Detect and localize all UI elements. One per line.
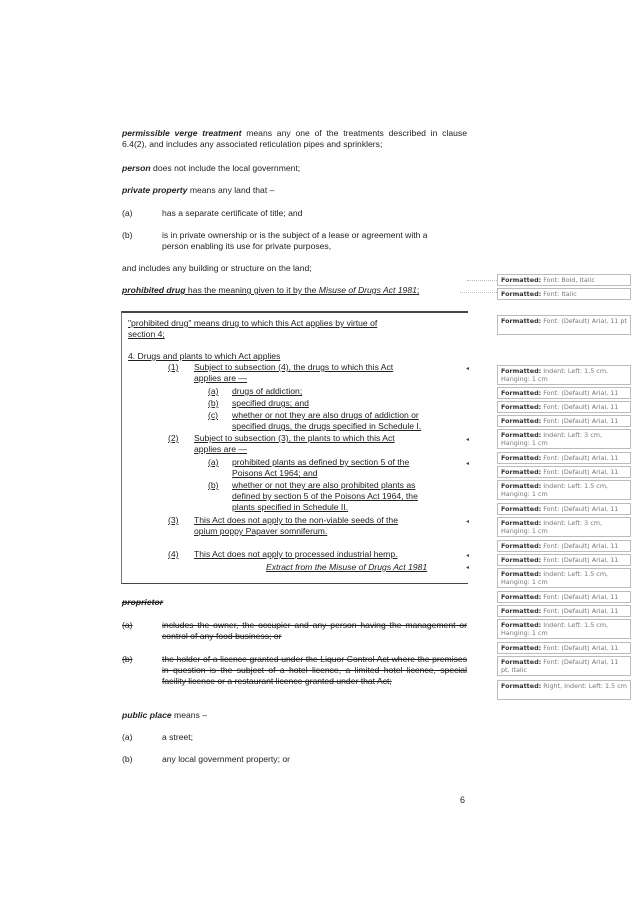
format-balloon[interactable] [497,415,631,427]
extract-text: section 4; [128,329,165,339]
format-balloon[interactable] [497,466,631,478]
balloon-text: Right, Indent: Left: 1.5 cm [541,682,627,690]
balloon-label: Formatted: [501,621,542,629]
item-text: prohibited plants as defined by section 5 of the [232,457,410,467]
item-text: whether or not they are also prohibited plants as [232,480,416,490]
balloon-text: Font: (Default) Arial, 11 [541,454,619,462]
balloon-label: Formatted: [501,505,542,513]
item-text: drugs of addiction; [232,386,303,396]
extract-heading: 4. Drugs and plants to which Act applies [128,351,281,361]
balloon-text: Font: (Default) Arial, 11 [541,505,619,513]
item-text: specified drugs; and [232,398,309,408]
format-balloon[interactable] [497,429,631,449]
subsection-number: (2) [168,433,179,443]
definition-tail: and includes any building or structure on the land; [122,263,312,273]
balloon-label: Formatted: [501,682,542,690]
balloon-text: Font: (Default) Arial, 11 pt, Italic [501,658,619,674]
definition-text: means any land that – [187,185,275,195]
format-balloon[interactable] [497,554,631,566]
balloon-text: Font: (Default) Arial, 11 [541,403,619,411]
extract-source: Extract from the Misuse of Drugs Act 1981 [266,562,428,572]
balloon-label: Formatted: [501,570,542,578]
balloon-connector [467,280,497,281]
item-text: includes the owner, the occupier and any person having the management or control of any food business; or [162,620,467,641]
item-label: (b) [208,398,219,408]
definition-person [122,163,300,174]
definition-private-property [122,185,274,196]
balloon-text: Font: (Default) Arial, 11 pt [541,317,627,325]
term: private property [122,185,188,195]
subsection-number: (4) [168,549,179,559]
item-label: (b) [208,480,219,490]
format-balloon[interactable] [497,387,631,399]
format-balloon[interactable] [497,365,631,385]
definition-public-place [122,710,207,721]
definition-verge-treatment [122,128,467,150]
balloon-text: Indent: Left: 1.5 cm, Hanging: 1 cm [501,367,609,383]
format-balloon[interactable] [497,591,631,603]
balloon-label: Formatted: [501,593,542,601]
balloon-label: Formatted: [501,290,542,298]
subsection-text: applies are — [194,444,248,454]
item-label: (a) [122,620,133,630]
balloon-text: Font: (Default) Arial, 11 [541,389,619,397]
format-balloon[interactable] [497,642,631,654]
definition-text: does not include the local government; [150,163,301,173]
balloon-label: Formatted: [501,556,542,564]
change-marker-icon: ◂ [466,519,470,525]
item-text: has a separate certificate of title; and [162,208,303,218]
term: prohibited drug [122,285,186,295]
item-text: a street; [162,732,194,742]
item-label: (b) [122,754,133,764]
item-label: (a) [122,208,133,218]
subsection-text: Subject to subsection (3), the plants to which this Act [194,433,395,443]
balloon-text: Font: (Default) Arial, 11 [541,607,619,615]
balloon-label: Formatted: [501,658,542,666]
balloon-text: Indent: Left: 1.5 cm, Hanging: 1 cm [501,482,609,498]
subsection-number: (3) [168,515,179,525]
item-label: (c) [208,410,219,420]
act-name: Misuse of Drugs Act 1981 [318,285,417,295]
format-balloon[interactable] [497,568,631,588]
balloon-label: Formatted: [501,519,542,527]
change-marker-icon: ◂ [466,437,470,443]
item-text: is in private ownership or is the subject of a lease or agreement with a [162,230,428,240]
balloon-text: Indent: Left: 3 cm, Hanging: 1 cm [501,431,602,447]
item-text: person enabling its use for private purposes, [162,241,332,251]
format-balloon[interactable] [497,605,631,617]
item-text: plants specified in Schedule II. [232,502,349,512]
balloon-text: Font: (Default) Arial, 11 [541,542,619,550]
item-label: (b) [122,654,133,664]
format-balloon[interactable] [497,680,631,700]
item-label: (a) [208,457,219,467]
balloon-text: Indent: Left: 1.5 cm, Hanging: 1 cm [501,570,609,586]
item-text: any local government property; or [162,754,291,764]
balloon-text: Font: (Default) Arial, 11 [541,593,619,601]
definition-prohibited-drug [122,285,419,296]
balloon-connector [460,292,497,293]
balloon-label: Formatted: [501,482,542,490]
definition-text: means any one of the treatments described in clause 6.4(2), and includes any associated reticulation pipes and sprinklers; [122,128,467,149]
format-balloon[interactable] [497,480,631,500]
item-text: specified drugs, the drugs specified in Schedule I. [232,421,422,431]
balloon-label: Formatted: [501,367,542,375]
item-text: whether or not they are also drugs of addiction or [232,410,419,420]
change-marker-icon: ◂ [466,553,470,559]
format-balloon[interactable] [497,288,631,300]
term: public place [122,710,172,720]
balloon-label: Formatted: [501,317,542,325]
balloon-text: Font: Bold, Italic [541,276,595,284]
definition-text: has the meaning given to it by the [185,285,319,295]
format-balloon[interactable] [497,540,631,552]
extract-text: "prohibited drug" means drug to which this Act applies by virtue of [128,318,378,328]
item-label: (a) [122,732,133,742]
balloon-label: Formatted: [501,276,542,284]
balloon-label: Formatted: [501,607,542,615]
balloon-label: Formatted: [501,417,542,425]
change-marker-icon: ◂ [466,366,470,372]
term: person [122,163,151,173]
balloon-text: Font: (Default) Arial, 11 [541,556,619,564]
format-balloon[interactable] [497,401,631,413]
subsection-text: This Act does not apply to the non-viable seeds of the [194,515,398,525]
balloon-text: Font: Italic [541,290,577,298]
subsection-text: applies are — [194,373,248,383]
format-balloon[interactable] [497,452,631,464]
format-balloon[interactable] [497,517,631,537]
balloon-text: Indent: Left: 1.5 cm, Hanging: 1 cm [501,621,609,637]
balloon-label: Formatted: [501,389,542,397]
item-label: (a) [208,386,219,396]
balloon-label: Formatted: [501,468,542,476]
format-balloon[interactable] [497,656,631,676]
balloon-label: Formatted: [501,454,542,462]
definition-text: ; [416,285,420,295]
balloon-text: Font: (Default) Arial, 11 [541,417,619,425]
format-balloon[interactable] [497,274,631,286]
subsection-text: opium poppy Papaver somniferum. [194,526,328,536]
item-text: Poisons Act 1964; and [232,468,318,478]
subsection-text: This Act does not apply to processed industrial hemp. [194,549,398,559]
item-text: the holder of a licence granted under the Liquor Control Act where the premises in question is the subject of a hotel licence, a limited hotel licence, special facility licence or a restaurant licence granted under that Act; [162,654,467,686]
format-balloon[interactable] [497,503,631,515]
subsection-text: Subject to subsection (4), the drugs to which this Act [194,362,394,372]
balloon-text: Font: (Default) Arial, 11 [541,468,619,476]
subsection-number: (1) [168,362,179,372]
balloon-label: Formatted: [501,431,542,439]
item-label: (b) [122,230,133,240]
item-text: defined by section 5 of the Poisons Act 1964, the [232,491,418,501]
balloon-label: Formatted: [501,644,542,652]
term: permissible verge treatment [122,128,242,138]
definition-proprietor: proprietor [122,597,164,607]
change-marker-icon: ◂ [466,461,470,467]
format-balloon[interactable] [497,315,631,335]
balloon-label: Formatted: [501,403,542,411]
format-balloon[interactable] [497,619,631,639]
definition-text: means – [171,710,208,720]
page-number: 6 [460,795,466,805]
balloon-text: Font: (Default) Arial, 11 [541,644,619,652]
balloon-text: Indent: Left: 3 cm, Hanging: 1 cm [501,519,602,535]
change-marker-icon: ◂ [466,565,470,571]
balloon-label: Formatted: [501,542,542,550]
